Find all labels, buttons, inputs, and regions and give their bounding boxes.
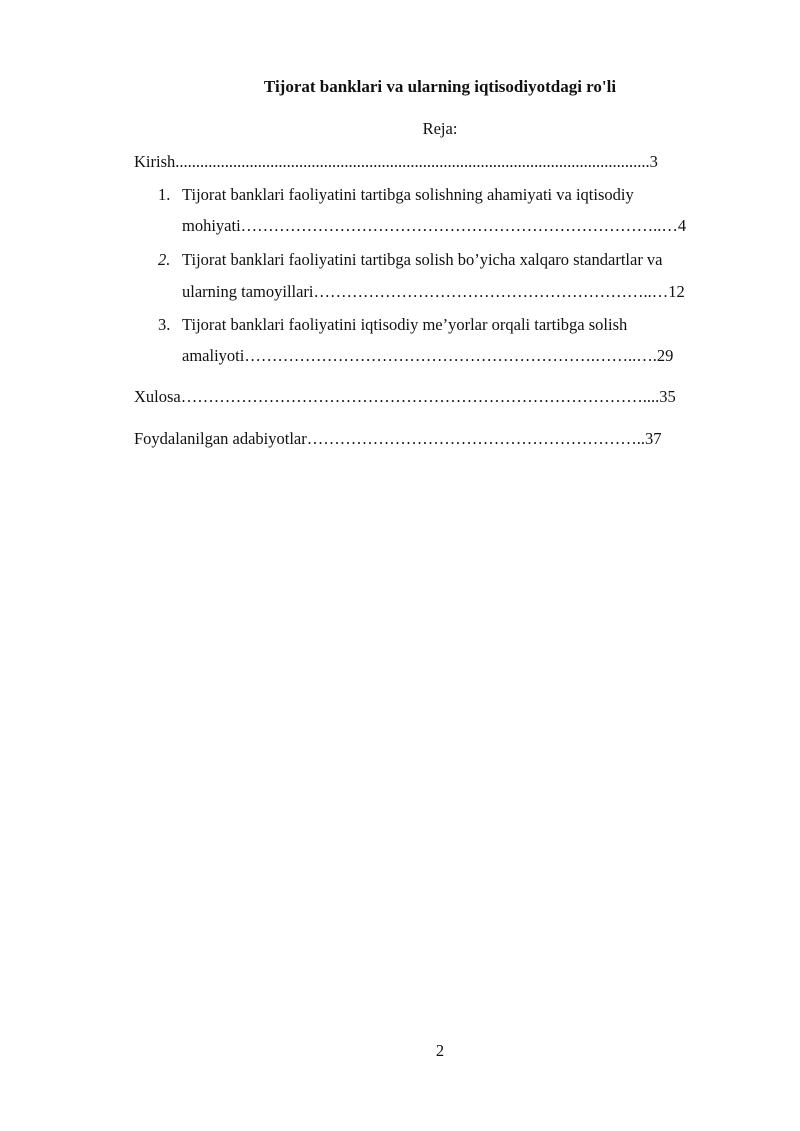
toc-conclusion: Xulosa…………………………………………………………………………....35	[134, 387, 676, 406]
toc-item-3-line-1: Tijorat banklari faoliyatini iqtisodiy me’yorlar orqali tartibga solish	[182, 315, 628, 334]
plan-heading: Reja:	[422, 119, 458, 138]
document-title: Tijorat banklari va ularning iqtisodiyotdagi ro'li	[263, 77, 617, 96]
page-number: 2	[435, 1041, 445, 1060]
toc-item-3-line-2: amaliyoti……………………………………………………….……..….29	[182, 346, 674, 365]
toc-item-1-line-2: mohiyati…………………………………………………………………..…4	[182, 216, 687, 235]
toc-item-3-number: 3.	[158, 315, 171, 334]
toc-item-2-line-2: ularning tamoyillari……………………………………………………..…12	[182, 282, 685, 301]
toc-item-2-line-1: Tijorat banklari faoliyatini tartibga solish bo’yicha xalqaro standartlar va	[182, 250, 663, 269]
toc-intro: Kirish...................................................................................................................3	[134, 152, 658, 171]
toc-references: Foydalanilgan adabiyotlar……………………………………………………..37	[134, 429, 662, 448]
toc-item-1-line-1: Tijorat banklari faoliyatini tartibga solishning ahamiyati va iqtisodiy	[182, 185, 634, 204]
toc-item-1-number: 1.	[158, 185, 171, 204]
toc-item-2-number: 2.	[158, 250, 171, 269]
